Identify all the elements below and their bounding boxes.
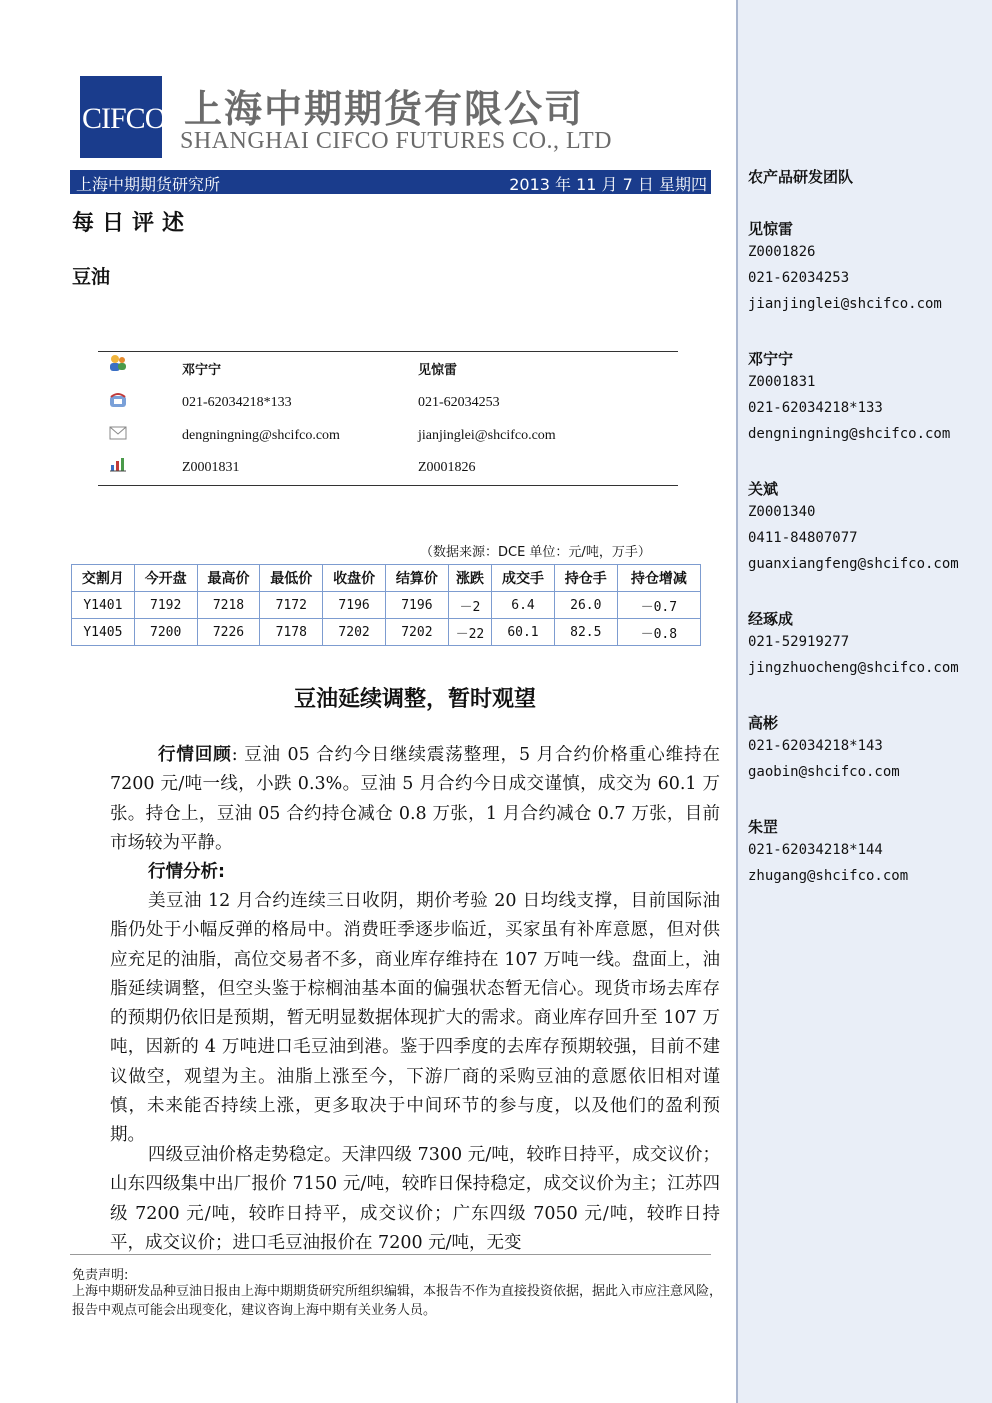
table-header-row bbox=[72, 565, 701, 592]
table-cell: －22 bbox=[448, 619, 491, 646]
contact-phone-b: 021-62034253 bbox=[418, 395, 500, 410]
section-title: 每日评述 bbox=[72, 211, 193, 236]
column-header: 持仓手 bbox=[554, 565, 617, 592]
sidebar-team-title: 农产品研发团队 bbox=[748, 168, 854, 186]
table-row bbox=[72, 619, 701, 646]
header-bar bbox=[70, 170, 711, 194]
member-email: jingzhuocheng@shcifco.com bbox=[748, 660, 959, 676]
column-header: 结算价 bbox=[385, 565, 448, 592]
column-header: 涨跌 bbox=[448, 565, 491, 592]
analysis-label: 行情分析: bbox=[148, 862, 225, 882]
chart-icon bbox=[108, 455, 128, 473]
contact-email-a[interactable]: dengningning@shcifco.com bbox=[182, 428, 340, 443]
divider bbox=[70, 1254, 711, 1255]
table-cell: －0.7 bbox=[617, 592, 700, 619]
table-cell: 7196 bbox=[323, 592, 386, 619]
table-cell: 26.0 bbox=[554, 592, 617, 619]
contact-name-b: 见惊雷 bbox=[418, 363, 458, 378]
table-cell: 7202 bbox=[323, 619, 386, 646]
article-title: 豆油延续调整，暂时观望 bbox=[293, 687, 536, 712]
data-source-note: （数据来源：DCE 单位：元/吨，万手） bbox=[420, 545, 651, 560]
table-cell: 7218 bbox=[197, 592, 260, 619]
member-info: Z0001831 bbox=[748, 374, 816, 390]
envelope-icon bbox=[108, 424, 128, 442]
member-info: 021-62034218*144 bbox=[748, 842, 883, 858]
table-cell: Y1401 bbox=[72, 592, 135, 619]
table-cell: －2 bbox=[448, 592, 491, 619]
analysis-heading-line bbox=[110, 858, 720, 887]
contact-name-a: 邓宁宁 bbox=[182, 363, 222, 378]
table-cell: 7196 bbox=[385, 592, 448, 619]
member-name: 见惊雷 bbox=[748, 220, 794, 238]
member-info: 021-52919277 bbox=[748, 634, 850, 650]
member-name: 关斌 bbox=[748, 480, 779, 498]
table-cell: 7192 bbox=[134, 592, 197, 619]
company-name-en: SHANGHAI CIFCO FUTURES CO., LTD bbox=[180, 128, 612, 154]
column-header: 交割月 bbox=[72, 565, 135, 592]
product-name: 豆油 bbox=[72, 266, 111, 288]
company-name-cn: 上海中期期货有限公司 bbox=[184, 87, 585, 131]
column-header: 最低价 bbox=[260, 565, 323, 592]
market-data-table bbox=[71, 564, 701, 646]
disclaimer-title: 免责声明: bbox=[72, 1268, 129, 1283]
review-label: 行情回顾 bbox=[158, 745, 232, 765]
contact-phone-a: 021-62034218*133 bbox=[182, 395, 292, 410]
member-email: zhugang@shcifco.com bbox=[748, 868, 909, 884]
member-name: 高彬 bbox=[748, 714, 779, 732]
review-paragraph bbox=[110, 741, 720, 858]
table-cell: 7178 bbox=[260, 619, 323, 646]
institute-name: 上海中期期货研究所 bbox=[76, 175, 221, 194]
table-cell: 82.5 bbox=[554, 619, 617, 646]
divider bbox=[98, 485, 678, 486]
disclaimer-text: 上海中期研发品种豆油日报由上海中期期货研究所组织编辑，本报告不作为直接投资依据，据此入市应注意风险，报告中观点可能会出现变化，建议咨询上海中期有关业务人员。 bbox=[72, 1284, 723, 1318]
contact-email-b[interactable]: jianjinglei@shcifco.com bbox=[418, 428, 556, 443]
member-email: guanxiangfeng@shcifco.com bbox=[748, 556, 959, 572]
logo-mark: CIFCO bbox=[82, 102, 166, 135]
table-cell: 60.1 bbox=[492, 619, 555, 646]
contact-id-a: Z0001831 bbox=[182, 460, 240, 475]
analysis-paragraph-1: 美豆油 12 月合约连续三日收阴，期价考验 20 日均线支撑，目前国际油脂仍处于小幅反弹的格局中。消费旺季逐步临近，买家虽有补库意愿，但对供应充足的油脂，高位交易者不多，商业库存维持在 107 万吨一线。盘面上，油脂延续调整，但空头鉴于棕榈油基本面的偏强状态暂无信心。现货市场去库存的预期仍依旧是预期，暂无明显数据体现扩大的需求。商业库存回升至 107 万吨，因新的 4 万吨进口毛豆油到港。鉴于四季度的去库存预期较强，目前不建议做空，观望为主。油脂上涨至今，下游厂商的采购豆油的意愿依旧相对谨慎，未来能否持续上涨，更多取决于中间环节的参与度，以及他们的盈利预期。 bbox=[110, 891, 720, 1146]
member-info: Z0001340 bbox=[748, 504, 816, 520]
member-name: 邓宁宁 bbox=[748, 350, 794, 368]
member-info: Z0001826 bbox=[748, 244, 816, 260]
table-cell: 7172 bbox=[260, 592, 323, 619]
member-email: dengningning@shcifco.com bbox=[748, 426, 951, 442]
column-header: 成交手 bbox=[492, 565, 555, 592]
table-cell: 7200 bbox=[134, 619, 197, 646]
divider bbox=[98, 351, 678, 352]
member-name: 经琢成 bbox=[748, 610, 794, 628]
table-cell: Y1405 bbox=[72, 619, 135, 646]
review-text: : 豆油 05 合约今日继续震荡整理，5 月合约价格重心维持在 7200 元/吨一线，小跌 0.3%。豆油 5 月合约今日成交谨慎，成交为 60.1 万张。持仓上，豆油 05 合约持仓减仓 0.8 万张，1 月合约减仓 0.7 万张，目前市场较为平静。 bbox=[110, 745, 720, 853]
member-info: 0411-84807077 bbox=[748, 530, 858, 546]
table-cell: 7202 bbox=[385, 619, 448, 646]
table-cell: 6.4 bbox=[492, 592, 555, 619]
column-header: 最高价 bbox=[197, 565, 260, 592]
member-email: jianjinglei@shcifco.com bbox=[748, 296, 942, 312]
member-email: gaobin@shcifco.com bbox=[748, 764, 900, 780]
table-row bbox=[72, 592, 701, 619]
member-name: 朱罡 bbox=[748, 818, 779, 836]
column-header: 收盘价 bbox=[323, 565, 386, 592]
column-header: 今开盘 bbox=[134, 565, 197, 592]
report-date: 2013 年 11 月 7 日 星期四 bbox=[509, 175, 707, 194]
table-cell: 7226 bbox=[197, 619, 260, 646]
member-info: 021-62034253 bbox=[748, 270, 850, 286]
member-info: 021-62034218*133 bbox=[748, 400, 883, 416]
analysis-paragraph-2: 四级豆油价格走势稳定。天津四级 7300 元/吨，较昨日持平，成交议价；山东四级集中出厂报价 7150 元/吨，较昨日保持稳定，成交议价为主；江苏四级 7200 元/吨，较昨日持平，成交议价；广东四级 7050 元/吨，较昨日持平，成交议价；进口毛豆油报价在 7200 元/吨，无变 bbox=[110, 1145, 720, 1253]
company-logo bbox=[80, 76, 166, 158]
phone-icon bbox=[108, 392, 128, 410]
column-header: 持仓增减 bbox=[617, 565, 700, 592]
contact-id-b: Z0001826 bbox=[418, 460, 476, 475]
member-info: 021-62034218*143 bbox=[748, 738, 883, 754]
person-icon bbox=[108, 354, 128, 372]
table-cell: －0.8 bbox=[617, 619, 700, 646]
